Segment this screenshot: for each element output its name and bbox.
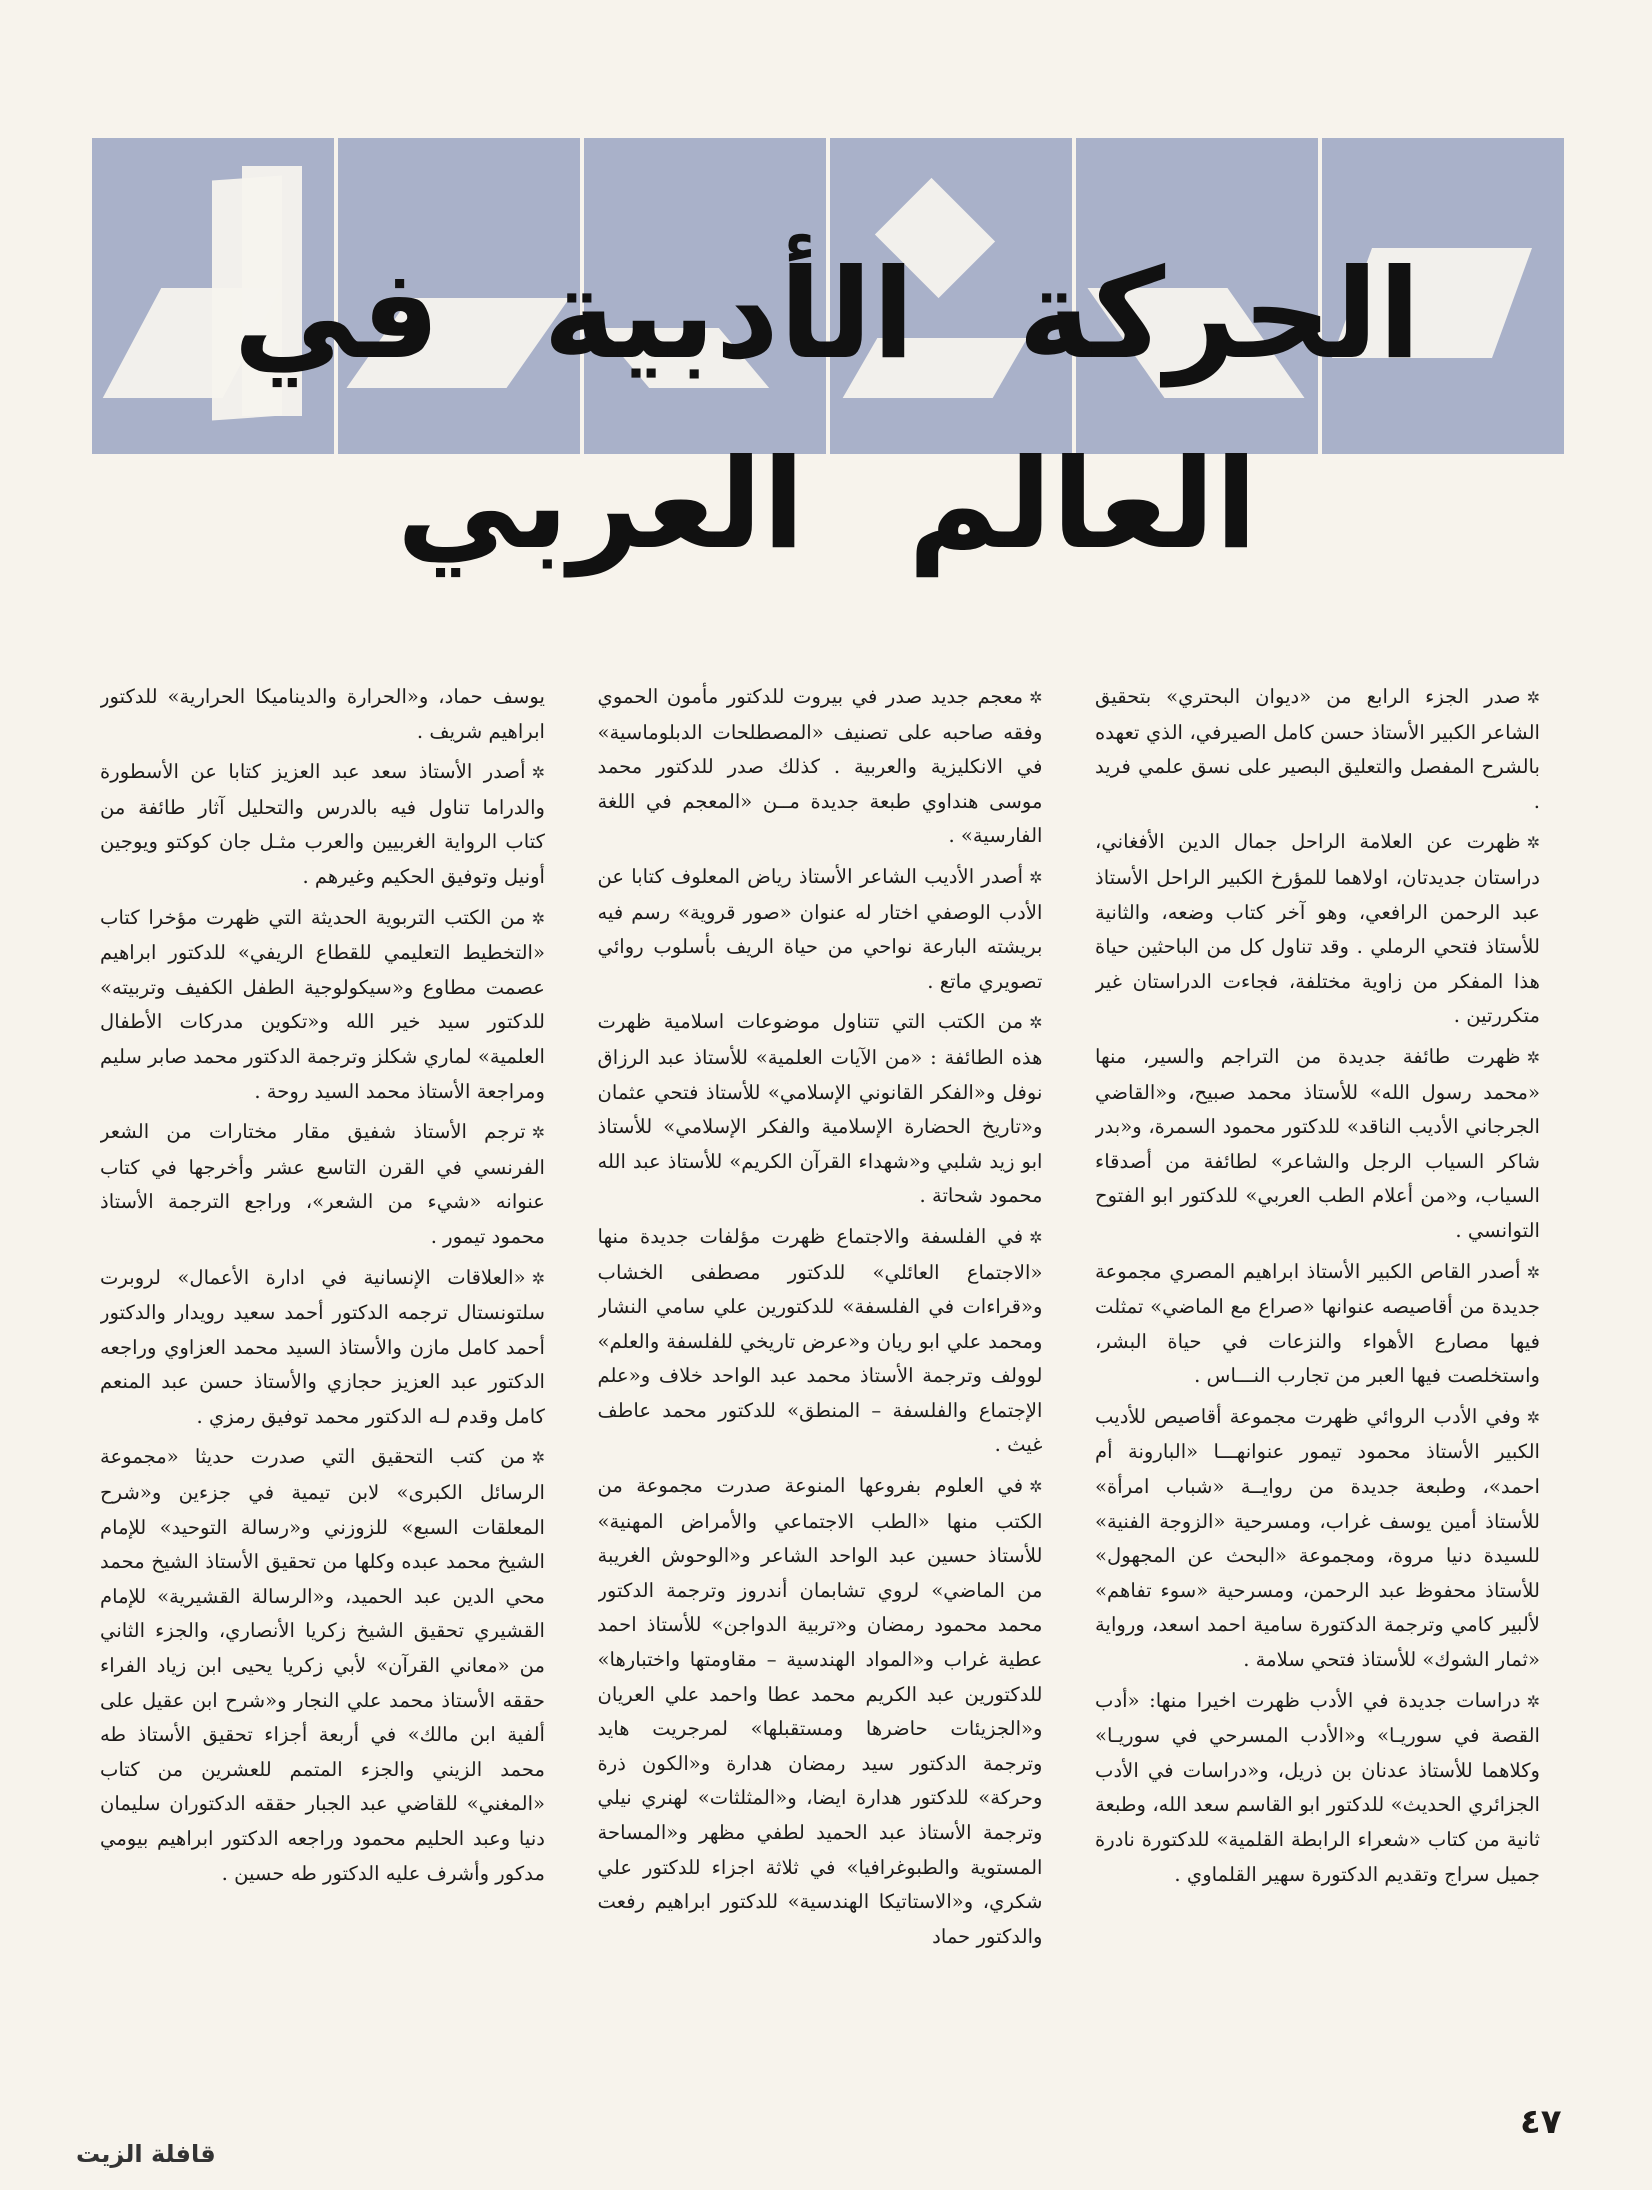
magazine-name: قافلة الزيت [76,2140,216,2168]
paragraph: ✲في العلوم بفروعها المنوعة صدرت مجموعة من الكتب منها «الطب الاجتماعي والأمراض المهنية» للأستاذ حسين عبد الواحد الشاعر و«الوحوش الغريبة من الماضي» لروي تشابمان أندروز وترجمة الدكتور محمد محمود رمضان و«تربية الدواجن» للأستاذ احمد عطية غراب و«المواد الهندسية – مقاومتها واختبارها» للدكتورين عبد الكريم محمد عطا واحمد علي العريان و«الجزيئات حاضرها ومستقبلها» لمرجريت هايد وترجمة الدكتور سيد رمضان هدارة و«الكون ذرة وحركة» للدكتور هدارة ايضا، و«المثلثات» لهنري نيلي وترجمة الأستاذ عبد الحميد لطفي مظهر و«المساحة المستوية والطبوغرافيا» في ثلاثة اجزاء للدكتور علي شكري، و«الاستاتيكا الهندسية» للدكتور ابراهيم رفعت والدكتور حماد [597,1474,1043,1948]
paragraph: ✲صدر الجزء الرابع من «ديوان البحتري» بتحقيق الشاعر الكبير الأستاذ حسن كامل الصيرفي، الذي تعهده بالشرح المفصل والتعليق البصير على نسق علمي فريد . [1095,685,1540,813]
paragraph: ✲ظهرت عن العلامة الراحل جمال الدين الأفغاني، دراستان جديدتان، اولاهما للمؤرخ الكبير الراحل الأستاذ عبد الرحمن الرافعي، وهو آخر كتاب وضعه، والثانية للأستاذ فتحي الرملي . وقد تناول كل من الباحثين حياة هذا المفكر من زاوية مختلفة، فجاءت الدراستان غير متكررتين . [1095,830,1540,1028]
paragraph: ✲من كتب التحقيق التي صدرت حديثا «مجموعة الرسائل الكبرى» لابن تيمية في جزءين و«شرح المعلقات السبع» للزوزني و«رسالة التوحيد» للإمام الشيخ محمد عبده وكلها من تحقيق الأستاذ الشيخ محمد محي الدين عبد الحميد، و«الرسالة القشيرية» للإمام القشيري تحقيق الشيخ زكريا الأنصاري، والجزء الثاني من «معاني القرآن» لأبي زكريا يحيى ابن زياد الفراء حققه الأستاذ محمد علي النجار و«شرح ابن عقيل على ألفية ابن مالك» في أربعة أجزاء تحقيق الأستاذ طه محمد الزيني والجزء المتمم للعشرين من كتاب «المغني» للقاضي عبد الجبار حققه الدكتوران سليمان دنيا وعبد الحليم محمود وراجعه الدكتور ابراهيم بيومي مدكور وأشرف عليه الدكتور طه حسين . [100,1445,545,1885]
paragraph: ✲ترجم الأستاذ شفيق مقار مختارات من الشعر الفرنسي في القرن التاسع عشر وأخرجها في كتاب عنوانه «شيء من الشعر»، وراجع الترجمة الأستاذ محمود تيمور . [100,1120,545,1248]
paragraph: ✲«العلاقات الإنسانية في ادارة الأعمال» لروبرت سلتونستال ترجمه الدكتور أحمد سعيد رويدار والدكتور أحمد كامل مازن والأستاذ السيد محمد العزاوي وراجعه الدكتور عبد العزيز حجازي والأستاذ حسن عبد المنعم كامل وقدم لـه الدكتور محمد توفيق رمزي . [100,1265,545,1428]
paragraph: ✲من الكتب التربوية الحديثة التي ظهرت مؤخرا كتاب «التخطيط التعليمي للقطاع الريفي» للدكتور ابراهيم عصمت مطاوع و«سيكولوجية الطفل الكفيف وتربيته» للدكتور سيد خير الله و«تكوين مدركات الأطفال العلمية» لماري شكلز وترجمة الدكتور محمد صابر سليم ومراجعة الأستاذ محمد السيد روحة . [100,905,545,1103]
column-right [1095,680,1540,2075]
paragraph: ✲دراسات جديدة في الأدب ظهرت اخيرا منها: «أدب القصة في سوريـا» و«الأدب المسرحي في سوريـا» وكلاهما للأستاذ عدنان بن ذريل، و«دراسات في الأدب الجزائري الحديث» للدكتور ابو القاسم سعد الله، وطبعة ثانية من كتاب «شعراء الرابطة القلمية» للدكتورة نادرة جميل سراج وتقديم الدكتورة سهير القلماوي . [1095,1688,1540,1886]
column-left [100,680,545,2075]
paragraph: ✲معجم جديد صدر في بيروت للدكتور مأمون الحموي وفقه صاحبه على تصنيف «المصطلحات الدبلوماسية» في الانكليزية والعربية . كذلك صدر للدكتور محمد موسى هنداوي طبعة جديدة مــن «المعجم في اللغة الفارسية» . [597,685,1043,848]
paragraph: ✲في الفلسفة والاجتماع ظهرت مؤلفات جديدة منها «الاجتماع العائلي» للدكتور مصطفى الخشاب و«قراءات في الفلسفة» للدكتورين علي سامي النشار ومحمد علي ابو ريان و«عرض تاريخي للفلسفة والعلم» لوولف وترجمة الأستاذ محمد عبد الواحد خلاف و«علم الإجتماع والفلسفة – المنطق» للدكتور محمد عاطف غيث . [597,1224,1043,1457]
paragraph: ✲من الكتب التي تتناول موضوعات اسلامية ظهرت هذه الطائفة : «من الآيات العلمية» للأستاذ عبد الرزاق نوفل و«الفكر القانوني الإسلامي» للأستاذ فتحي عثمان و«تاريخ الحضارة الإسلامية والفكر الإسلامي» للأستاذ ابو زيد شلبي و«شهداء القرآن الكريم» للأستاذ عبد الله محمود شحاتة . [597,1010,1043,1208]
paragraph: ✲وفي الأدب الروائي ظهرت مجموعة أقاصيص للأديب الكبير الأستاذ محمود تيمور عنوانهـــا «البارونة أم احمد»، وطبعة جديدة من روايــة «شباب امرأة» للأستاذ أمين يوسف غراب، ومسرحية «الزوجة الفنية» للسيدة دنيا مروة، ومجموعة «البحث عن المجهول» للأستاذ محفوظ عبد الرحمن، ومسرحية «سوء تفاهم» لألبير كامي وترجمة الدكتورة سامية احمد اسعد، ورواية «ثمار الشوك» للأستاذ فتحي سلامة . [1095,1404,1540,1672]
article-columns [100,680,1540,2075]
paragraph: يوسف حماد، و«الحرارة والديناميكا الحرارية» للدكتور ابراهيم شريف . [100,685,545,743]
paragraph: ✲أصدر الأديب الشاعر الأستاذ رياض المعلوف كتابا عن الأدب الوصفي اختار له عنوان «صور قروية» رسم فيه بريشته البارعة نواحي من حياة الريف بأسلوب روائي تصويري ماتع . [597,864,1043,993]
paragraph: ✲أصدر القاص الكبير الأستاذ ابراهيم المصري مجموعة جديدة من أقاصيصه عنوانها «صراع مع الماضي» تمثلت فيها مصارع الأهواء والنزعات في حياة البشر، واستخلصت فيها العبر من تجارب النـــاس . [1095,1259,1540,1388]
paragraph: ✲ظهرت طائفة جديدة من التراجم والسير، منها «محمد رسول الله» للأستاذ محمد صبيح، و«القاضي الجرجاني الأديب الناقد» للدكتور محمود السمرة، و«بدر شاكر السياب الرجل والشاعر» لطائفة من أصدقاء السياب، و«من أعلام الطب العربي» للدكتور ابو الفتوح التوانسي . [1095,1044,1540,1242]
page-number: ٤٧ [1520,2102,1562,2142]
column-middle [598,680,1043,2075]
paragraph: ✲أصدر الأستاذ سعد عبد العزيز كتابا عن الأسطورة والدراما تناول فيه بالدرس والتحليل آثار طائفة من كتاب الرواية الغربيين والعرب مثـل جان كوكتو ويوجين أونيل وتوفيق الحكيم وغيرهم . [100,760,545,888]
page-title: الحركة الأدبية في العالم العربي [233,243,1421,577]
